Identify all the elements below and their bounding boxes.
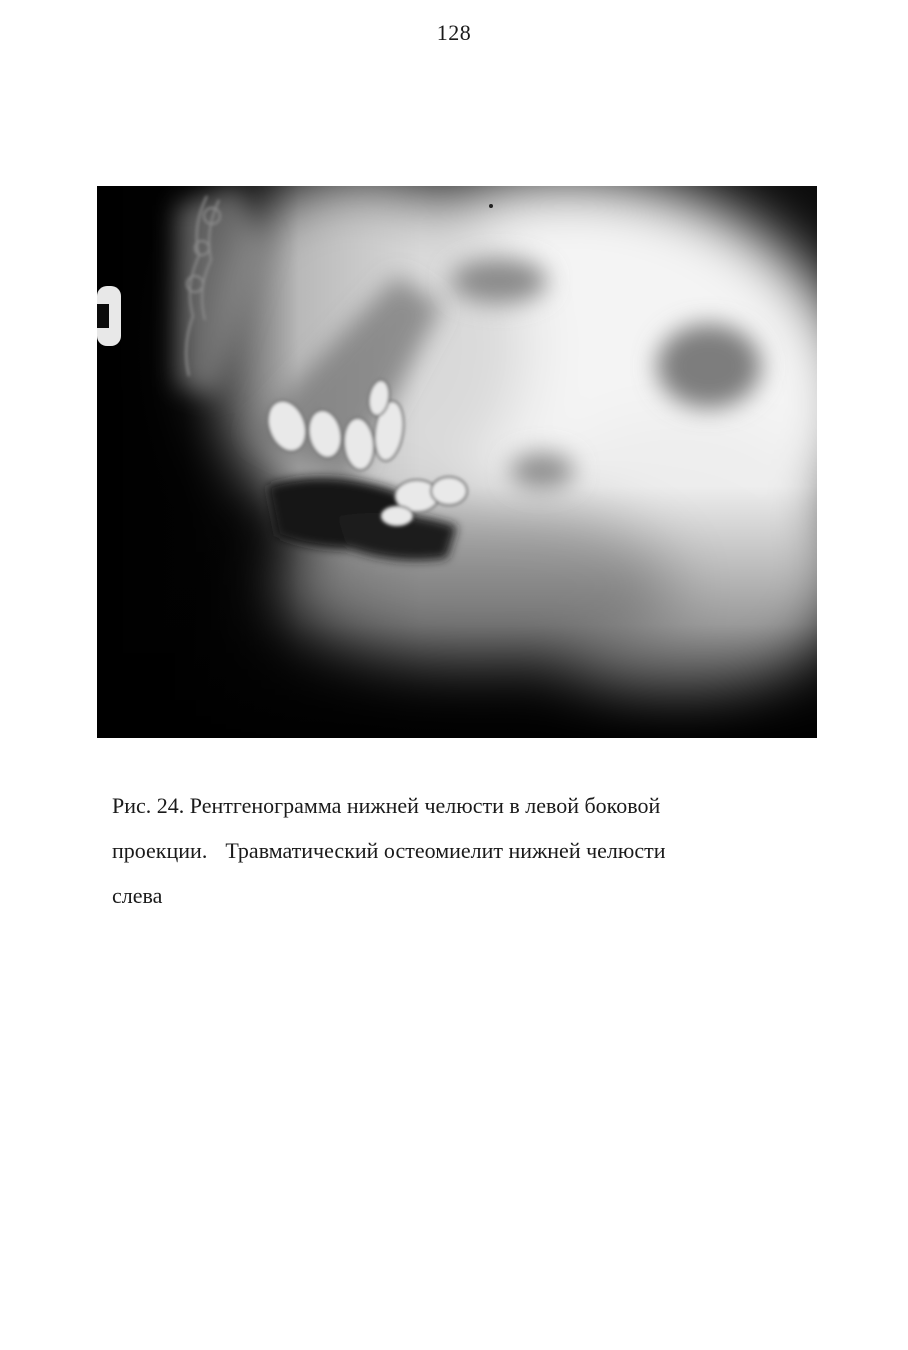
caption-line-2-end: Травматический остеомиелит нижней челюсти [225,838,666,863]
xray-image [97,186,817,738]
caption-line-2 [112,828,750,873]
caption-line-3: слева [112,883,163,908]
figure-caption [112,783,750,918]
xray-figure [97,186,817,738]
caption-line-2-start: проекции. [112,838,208,863]
page-number: 128 [436,20,472,45]
caption-line-1: Рис. 24. Рентгенограмма нижней челюсти в левой боковой [112,793,661,818]
